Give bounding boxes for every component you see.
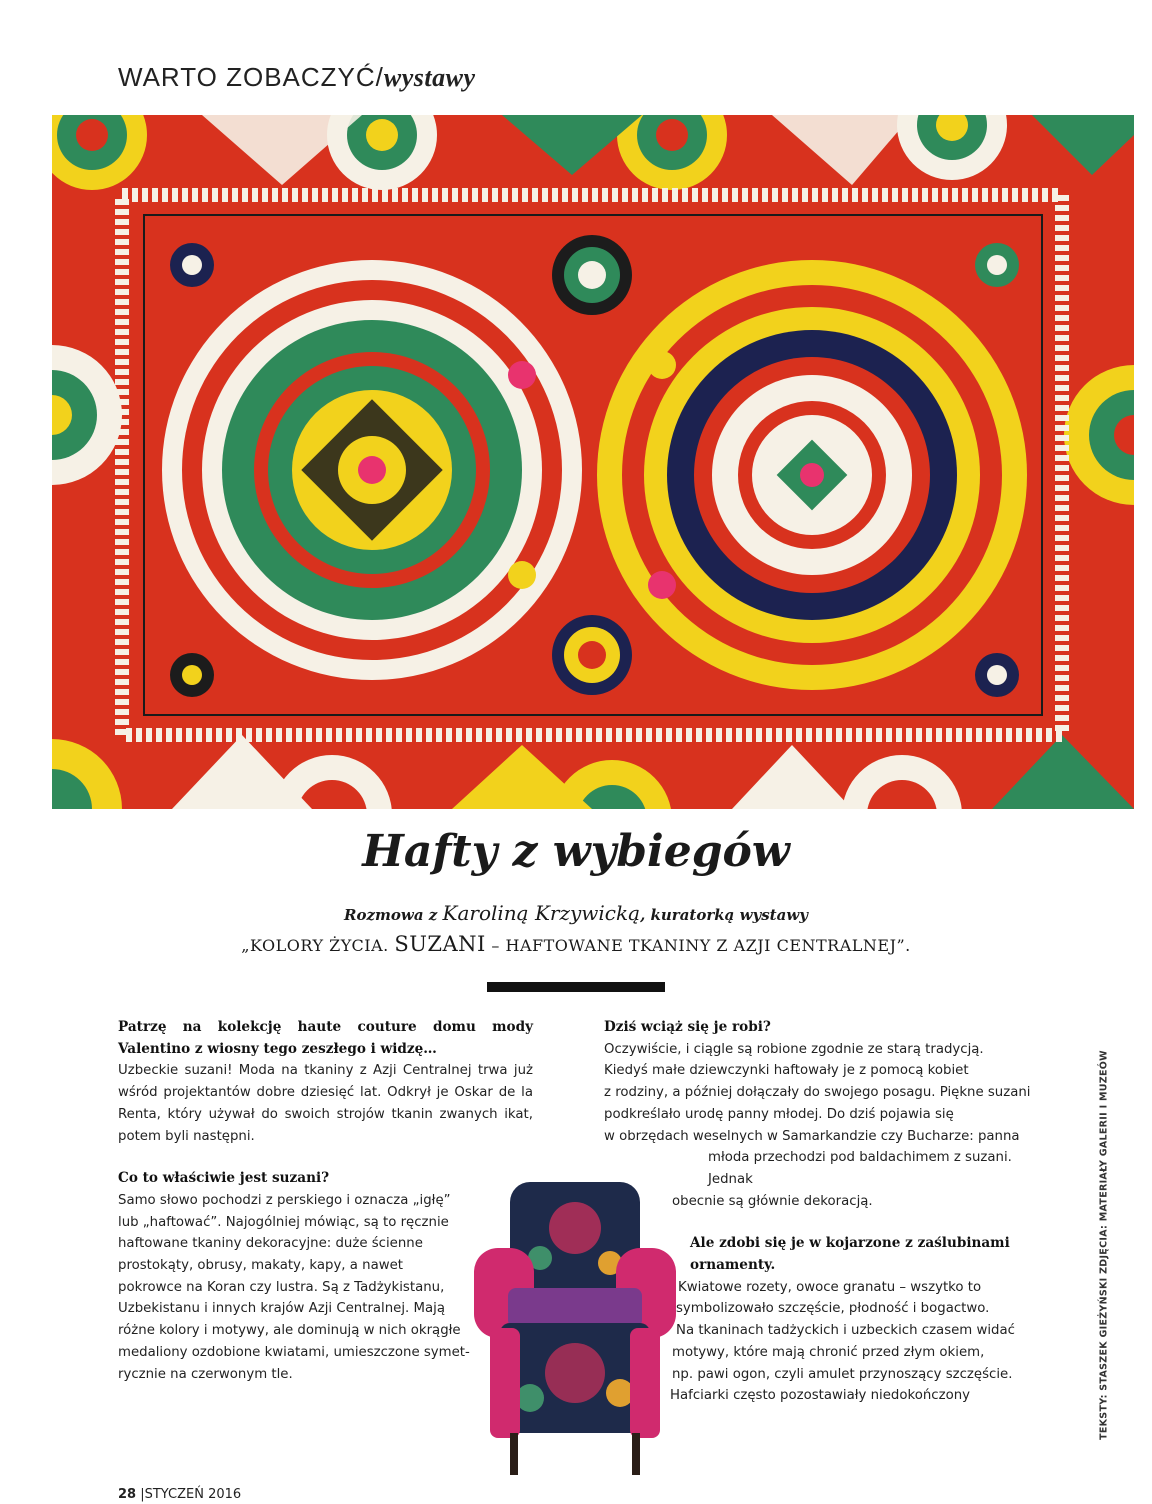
question-4-cont: ornamenty.: [690, 1257, 776, 1274]
question-4: Ale zdobi się je w kojarzone z zaślubinami: [690, 1235, 1010, 1252]
answer-3-line: z rodziny, a później dołączały do swojego posagu. Piękne suzani: [604, 1085, 1031, 1101]
answer-3-line: Oczywiście, i ciągle są robione zgodnie ze starą tradycją.: [604, 1041, 984, 1057]
title-divider: [487, 982, 665, 992]
exhibition-rest: – HAFTOWANE TKANINY Z AZJI CENTRALNEJ”.: [491, 936, 911, 955]
article-title: Hafty z wybiegów: [362, 826, 790, 877]
article-subtitle: [0, 901, 1152, 925]
armchair-image: [470, 1178, 680, 1478]
answer-4-line: np. pawi ogon, czyli amulet przynoszący szczęście.: [672, 1366, 1013, 1382]
answer-4-line: Hafciarki często pozostawiały niedokończony: [670, 1388, 971, 1404]
photo-credit: [1098, 1020, 1110, 1470]
exhibition-title: [0, 932, 1152, 956]
answer-3-line: podkreślało urodę panny młodej. Do dziś pojawia się: [604, 1106, 954, 1122]
question-2: Co to właściwie jest suzani?: [118, 1170, 330, 1187]
answer-3-line: młoda przechodzi pod baldachimem z suzani. Jednak: [708, 1150, 1012, 1187]
footer-separator: |: [136, 1487, 145, 1502]
exhibition-open: „KOLORY ŻYCIA.: [241, 936, 389, 955]
answer-3-line: Kiedyś małe dziewczynki haftowały je z pomocą kobiet: [604, 1063, 969, 1079]
page-footer: [118, 1487, 241, 1502]
answer-2-line: prostokąty, obrusy, makaty, kapy, a nawet: [118, 1258, 403, 1274]
embroidered-armchair-photo: [470, 1178, 680, 1478]
answer-4-line: Na tkaninach tadżyckich i uzbeckich czasem widać: [676, 1323, 1015, 1339]
answer-2-line: Uzbekistanu i innych krajów Azji Centralnej. Mają: [118, 1301, 445, 1317]
answer-4-line: Kwiatowe rozety, owoce granatu – wszytko to: [678, 1279, 982, 1295]
answer-1: Uzbeckie suzani! Moda na tkaniny z Azji Centralnej trwa już wśród projektantów dobre dziesięć lat. Odkrył je Oskar de la Renta, który używał do swoich strojów tkanin zwanych ikat, potem byli następni.: [118, 1063, 533, 1144]
answer-4-line: symbolizowało szczęście, płodność i bogactwo.: [676, 1301, 990, 1317]
suzani-embroidery-photo: [52, 115, 1134, 809]
subtitle-suffix: , kuratorką wystawy: [640, 906, 808, 924]
subsection-label: wystawy: [383, 63, 476, 92]
section-label: WARTO ZOBACZYĆ/: [118, 62, 384, 92]
credit-text: TEKSTY: STASZEK GIEŻYŃSKI ZDJĘCIA: MATERIAŁY GALERII I MUZEÓW: [1098, 1050, 1110, 1440]
answer-2-line: rycznie na czerwonym tle.: [118, 1366, 293, 1382]
answer-2-line: lub „haftować”. Najogólniej mówiąc, są to ręcznie: [118, 1214, 449, 1230]
question-1: Patrzę na kolekcję haute couture domu mody Valentino z wiosny tego zeszłego i widzę…: [118, 1019, 533, 1057]
page-number: 28: [118, 1487, 137, 1502]
subtitle-prefix: Rozmowa z: [344, 906, 438, 924]
section-header: [118, 62, 475, 93]
answer-2-line: różne kolory i motywy, ale dominują w nich okrągłe: [118, 1323, 461, 1339]
answer-2-line: pokrowce na Koran czy lustra. Są z Tadżykistanu,: [118, 1279, 445, 1295]
answer-2-line: Samo słowo pochodzi z perskiego i oznacza „igłę”: [118, 1192, 451, 1208]
curator-name: Karoliną Krzywicką: [442, 901, 641, 925]
answer-3-line: w obrzędach weselnych w Samarkandzie czy Bucharze: panna: [604, 1128, 1020, 1144]
answer-4-line: motywy, które mają chronić przed złym okiem,: [672, 1344, 985, 1360]
question-3: Dziś wciąż się je robi?: [604, 1019, 771, 1035]
right-medallion: [597, 260, 1027, 690]
left-medallion: [162, 260, 582, 680]
answer-2-line: medaliony ozdobione kwiatami, umieszczone symet-: [118, 1344, 470, 1360]
hero-image: [52, 115, 1134, 809]
issue-date: STYCZEŃ 2016: [144, 1487, 242, 1502]
exhibition-suzani: SUZANI: [394, 932, 486, 956]
answer-2-line: haftowane tkaniny dekoracyjne: duże ścienne: [118, 1236, 423, 1252]
answer-3-line: obecnie są głównie dekoracją.: [672, 1193, 873, 1209]
